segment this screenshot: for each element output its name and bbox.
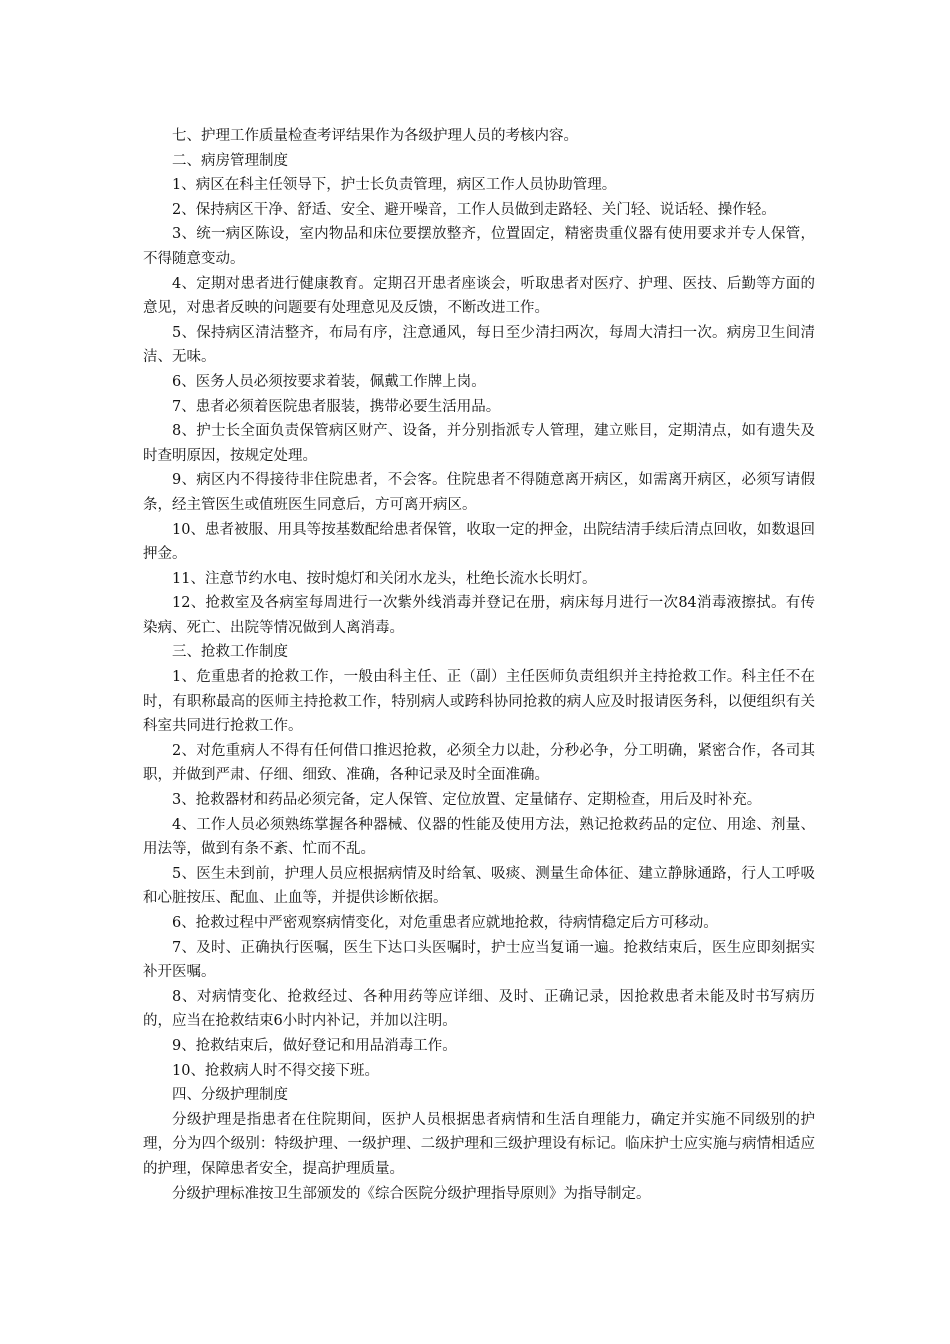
- paragraph: 2、对危重病人不得有任何借口推迟抢救，必须全力以赴，分秒必争，分工明确，紧密合作，各司其职，并做到严肃、仔细、细致、准确，各种记录及时全面准确。: [143, 742, 815, 784]
- paragraph: 4、定期对患者进行健康教育。定期召开患者座谈会，听取患者对医疗、护理、医技、后勤等方面的意见，对患者反映的问题要有处理意见及反馈，不断改进工作。: [143, 275, 815, 317]
- paragraph: 5、保持病区清洁整齐，布局有序，注意通风，每日至少清扫两次，每周大清扫一次。病房卫生间清洁、无味。: [143, 324, 815, 366]
- paragraph: 8、护士长全面负责保管病区财产、设备，并分别指派专人管理，建立账目，定期清点，如有遗失及时查明原因，按规定处理。: [143, 423, 815, 464]
- paragraph: 7、及时、正确执行医嘱，医生下达口头医嘱时，护士应当复诵一遍。抢救结束后，医生应即刻据实补开医嘱。: [143, 939, 815, 981]
- paragraph: 分级护理是指患者在住院期间，医护人员根据患者病情和生活自理能力，确定并实施不同级别的护理，分为四个级别：特级护理、一级护理、二级护理和三级护理设有标记。临床护士应实施与病情相适应的护理，保障患者安全，提高护理质量。: [143, 1111, 815, 1177]
- paragraph: 8、对病情变化、抢救经过、各种用药等应详细、及时、正确记录，因抢救患者未能及时书写病历的，应当在抢救结束6小时内补记，并加以注明。: [143, 988, 815, 1030]
- section-heading: 三、抢救工作制度: [172, 644, 288, 661]
- paragraph: 4、工作人员必须熟练掌握各种器械、仪器的性能及使用方法，熟记抢救药品的定位、用途、剂量、用法等，做到有条不紊、忙而不乱。: [143, 816, 815, 858]
- paragraph: 9、抢救结束后，做好登记和用品消毒工作。: [172, 1037, 457, 1054]
- paragraph: 11、注意节约水电、按时熄灯和关闭水龙头，杜绝长流水长明灯。: [172, 570, 597, 587]
- paragraph: 10、抢救病人时不得交接下班。: [172, 1062, 379, 1079]
- paragraph: 3、抢救器材和药品必须完备，定人保管、定位放置、定量储存、定期检查，用后及时补充。: [172, 792, 762, 809]
- paragraph: 9、病区内不得接待非住院患者，不会客。住院患者不得随意离开病区，如需离开病区，必须写请假条，经主管医生或值班医生同意后，方可离开病区。: [143, 472, 815, 513]
- paragraph: 6、医务人员必须按要求着装，佩戴工作牌上岗。: [172, 373, 486, 390]
- paragraph: 七、护理工作质量检查考评结果作为各级护理人员的考核内容。: [172, 128, 578, 144]
- document-body: [143, 124, 815, 1206]
- paragraph: 分级护理标准按卫生部颁发的《综合医院分级护理指导原则》为指导制定。: [172, 1185, 651, 1202]
- paragraph: 2、保持病区干净、舒适、安全、避开噪音，工作人员做到走路轻、关门轻、说话轻、操作轻。: [172, 201, 776, 218]
- paragraph: 7、患者必须着医院患者服装，携带必要生活用品。: [172, 398, 501, 415]
- paragraph: 1、危重患者的抢救工作，一般由科主任、正（副）主任医师负责组织并主持抢救工作。科主任不在时，有职称最高的医师主持抢救工作，特别病人或跨科协同抢救的病人应及时报请医务科，以便组织有关科室共同进行抢救工作。: [143, 669, 815, 735]
- section-heading: 二、病房管理制度: [172, 152, 288, 169]
- paragraph: 1、病区在科主任领导下，护士长负责管理，病区工作人员协助管理。: [172, 177, 617, 194]
- paragraph: 12、抢救室及各病室每周进行一次紫外线消毒并登记在册，病床每月进行一次84消毒液擦拭。有传染病、死亡、出院等情况做到人离消毒。: [143, 595, 815, 636]
- section-heading: 四、分级护理制度: [172, 1087, 288, 1104]
- paragraph: 10、患者被服、用具等按基数配给患者保管，收取一定的押金，出院结清手续后清点回收，如数退回押金。: [143, 521, 815, 563]
- paragraph: 5、医生未到前，护理人员应根据病情及时给氧、吸痰、测量生命体征、建立静脉通路，行人工呼吸和心脏按压、配血、止血等，并提供诊断依据。: [143, 865, 815, 907]
- paragraph: 3、统一病区陈设，室内物品和床位要摆放整齐，位置固定，精密贵重仪器有使用要求并专人保管，不得随意变动。: [143, 226, 815, 267]
- paragraph: 6、抢救过程中严密观察病情变化，对危重患者应就地抢救，待病情稳定后方可移动。: [172, 915, 718, 931]
